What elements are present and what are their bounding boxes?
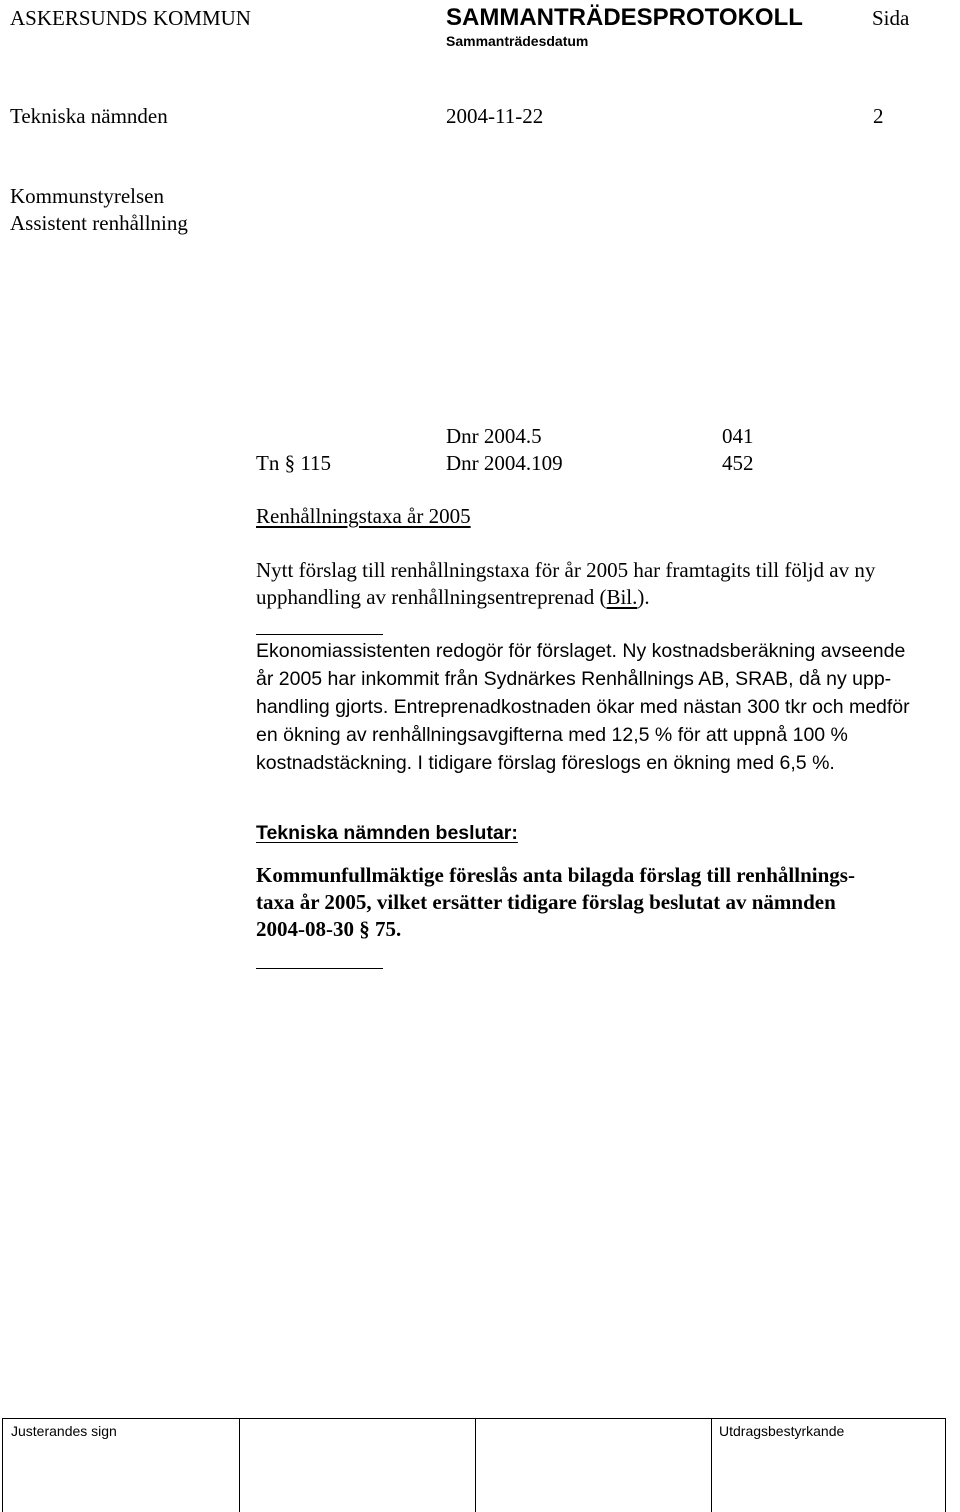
- report-paragraph: [256, 642, 910, 782]
- paragraph-text: upphandling av renhållningsentreprenad (: [256, 585, 607, 609]
- background-paragraph: [256, 560, 875, 614]
- paragraph-line: Ekonomiassistenten redogör för förslaget. Ny kostnadsberäkning avseende: [256, 640, 906, 662]
- attachment-link[interactable]: Bil.: [606, 585, 638, 609]
- agenda-subject: Renhållningstaxa år 2005: [256, 504, 471, 528]
- distribution-item: Assistent renhållning: [10, 211, 188, 235]
- justerandes-sign-label: Justerandes sign: [11, 1423, 117, 1439]
- case-code-2: 452: [722, 451, 754, 475]
- paragraph-text: ).: [637, 585, 650, 609]
- paragraph-line: år 2005 har inkommit från Sydnärkes Renhållnings AB, SRAB, då ny upp-: [256, 668, 892, 690]
- signature-cell: [475, 1419, 712, 1512]
- paragraph-line: en ökning av renhållningsavgifterna med 12,5 % för att uppnå 100 %: [256, 724, 848, 746]
- signature-table: [2, 1418, 946, 1512]
- meeting-date-label: Sammanträdesdatum: [446, 33, 589, 49]
- paragraph-line: 2004-08-30 § 75.: [256, 917, 402, 941]
- paragraph-line: taxa år 2005, vilket ersätter tidigare förslag beslutat av nämnden: [256, 890, 836, 914]
- document-title: SAMMANTRÄDESPROTOKOLL: [446, 4, 803, 31]
- meeting-date: 2004-11-22: [446, 104, 544, 128]
- decision-text: [256, 865, 855, 946]
- section-divider: [256, 968, 383, 969]
- municipality-name: ASKERSUNDS KOMMUN: [10, 6, 251, 30]
- section-divider: [256, 634, 383, 635]
- paragraph-line: Nytt förslag till renhållningstaxa för år 2005 har framtagits till följd av ny: [256, 558, 876, 582]
- signature-cell: [239, 1419, 476, 1512]
- case-number-2: Dnr 2004.109: [446, 451, 563, 475]
- paragraph-line: kostnadstäckning. I tidigare förslag föreslogs en ökning med 6,5 %.: [256, 752, 835, 774]
- paragraph-number: Tn § 115: [256, 451, 332, 475]
- case-code-1: 041: [722, 424, 754, 448]
- paragraph-line: handling gjorts. Entreprenadkostnaden ökar med nästan 300 tkr och medför: [256, 696, 910, 718]
- decision-heading: Tekniska nämnden beslutar:: [256, 822, 518, 844]
- committee-name: Tekniska nämnden: [10, 104, 168, 128]
- case-number-1: Dnr 2004.5: [446, 424, 542, 448]
- distribution-item: Kommunstyrelsen: [10, 184, 164, 208]
- utdragsbestyrkande-label: Utdragsbestyrkande: [719, 1423, 845, 1439]
- paragraph-line: [256, 587, 875, 614]
- page-label: Sida: [872, 6, 910, 30]
- paragraph-line: Kommunfullmäktige föreslås anta bilagda förslag till renhållnings-: [256, 863, 855, 887]
- page-number: 2: [873, 104, 884, 128]
